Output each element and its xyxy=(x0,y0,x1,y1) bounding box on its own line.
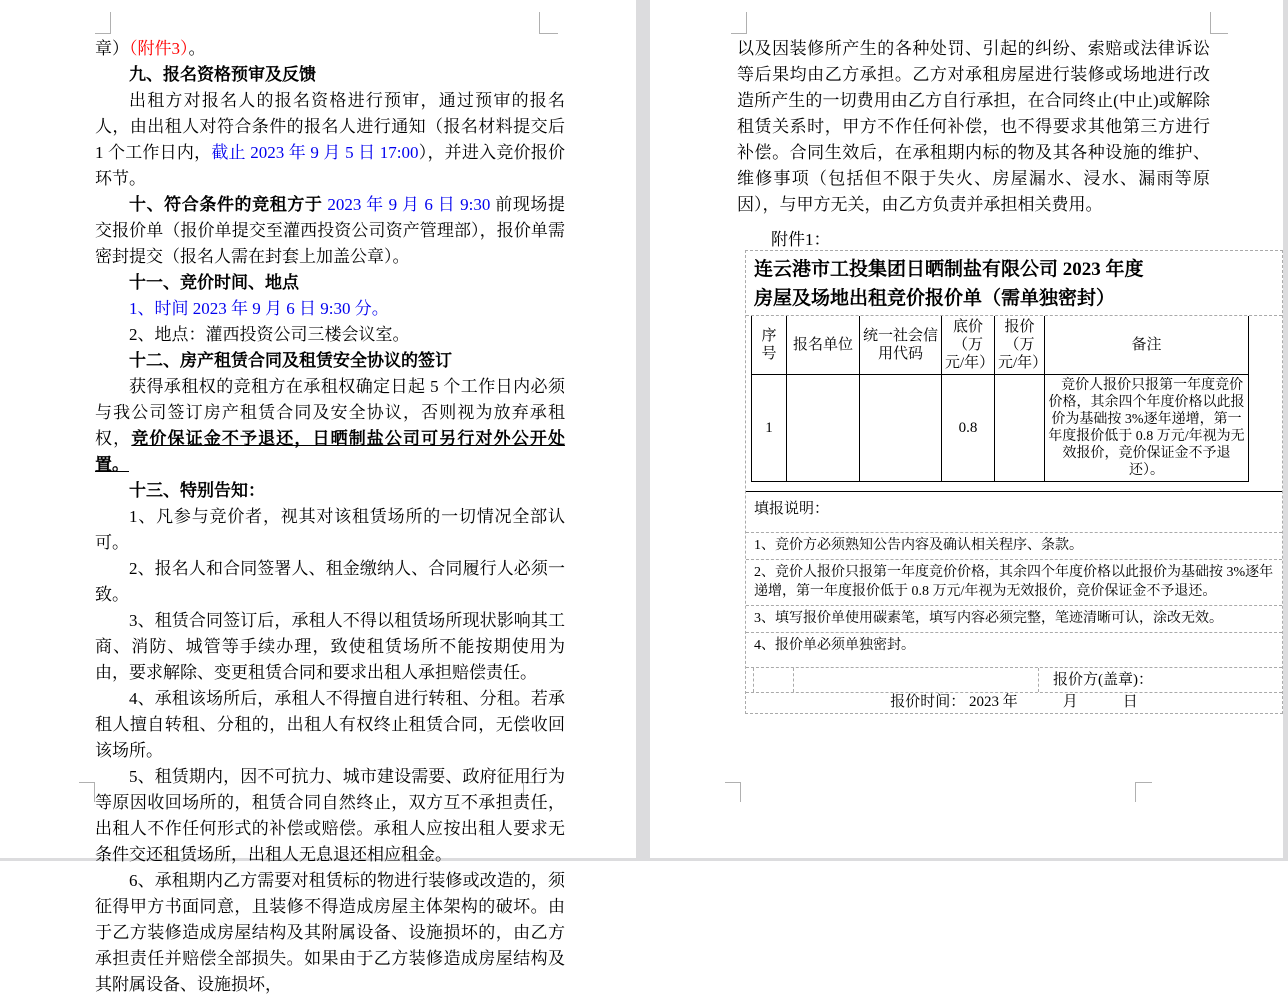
text-run: 十二、房产租赁合同及租赁安全协议的签订 xyxy=(129,351,452,370)
empty-cell xyxy=(794,668,1039,692)
fill-instructions-title: 填报说明： xyxy=(746,491,1282,532)
text-run: 6、承租期内乙方需要对租赁标的物进行装修或改造的，须征得甲方书面同意，且装修不得造成房屋主体架构的破坏。由于乙方装修造成房屋结构及其附属设备、设施损坏的，由乙方承担责任并赔偿全部损失。如果由于乙方装修造成房屋结构及其附属设备、设施损坏， xyxy=(95,871,565,994)
paragraph xyxy=(737,36,1210,218)
quotation-table xyxy=(751,316,1249,482)
paragraph xyxy=(95,36,565,62)
paragraph xyxy=(95,478,565,504)
page-edge-right xyxy=(1283,0,1288,861)
text-run: 章） xyxy=(95,39,129,58)
table-row xyxy=(752,375,1249,482)
cell-base-price: 0.8 xyxy=(942,375,995,482)
paragraph xyxy=(95,374,565,478)
header-unit: 报名单位 xyxy=(787,316,860,375)
text-run: 十一、竞价时间、地点 xyxy=(129,273,299,292)
paragraph xyxy=(95,764,565,868)
header-remark: 备注 xyxy=(1045,316,1249,375)
fill-instruction-item: 3、填写报价单使用碳素笔，填写内容必须完整，笔迹清晰可认，涂改无效。 xyxy=(746,605,1282,632)
text-run: （附件3） xyxy=(129,39,189,58)
text-run: 十、符合条件的竞租方于 xyxy=(129,195,323,214)
text-run: ），并进入竞价报价环节。 xyxy=(95,143,566,188)
text-run: 。 xyxy=(188,39,206,58)
margin-crop-mark xyxy=(1210,12,1228,34)
signer-label: 报价方(盖章)： xyxy=(1053,672,1153,688)
paragraph xyxy=(95,88,565,192)
quotation-form-title xyxy=(746,251,1282,316)
paragraph xyxy=(95,868,565,998)
paragraph xyxy=(95,608,565,686)
text-run: 5、租赁期内，因不可抗力、城市建设需要、政府征用行为等原因收回场所的，租赁合同自然终止，双方互不承担责任，出租人不作任何形式的补偿或赔偿。承租人应按出租人要求无条件交还租赁场所，出租人无息退还相应租金。 xyxy=(95,767,565,864)
empty-cell xyxy=(746,668,754,692)
paragraph xyxy=(95,556,565,608)
left-page-text xyxy=(95,36,565,998)
paragraph xyxy=(95,62,565,88)
margin-crop-mark xyxy=(731,12,747,34)
text-run: 2、地点：灌西投资公司三楼会议室。 xyxy=(129,325,410,344)
margin-crop-mark xyxy=(95,12,111,34)
cell-quote xyxy=(995,375,1045,482)
margin-crop-mark xyxy=(1135,782,1152,802)
paragraph xyxy=(95,348,565,374)
quote-date-row: 报价时间： 2023 年 月 日 xyxy=(746,692,1282,713)
text-run: 竞价保证金不予退还，日晒制盐公司可另行对外公开处置。 xyxy=(95,429,566,474)
paragraph xyxy=(95,322,565,348)
spacer xyxy=(746,482,1282,491)
header-credit-code: 统一社会信用代码 xyxy=(860,316,942,375)
text-run: 2023 年 9 月 6 日 9:30 xyxy=(322,195,496,214)
fill-instruction-item: 4、报价单必须单独密封。 xyxy=(746,632,1282,667)
text-run: 附件1： xyxy=(771,230,831,249)
text-run: 2、报名人和合同签署人、租金缴纳人、合同履行人必须一致。 xyxy=(95,559,565,604)
cell-credit-code xyxy=(860,375,942,482)
paragraph xyxy=(95,504,565,556)
right-page-text xyxy=(737,36,1210,253)
text-run: 3、租赁合同签订后，承租人不得以租赁场所现状影响其工商、消防、城管等手续办理，致使租赁场所不能按期使用为由，要求解除、变更租赁合同和要求出租人承担赔偿责任。 xyxy=(95,611,565,682)
paragraph xyxy=(95,270,565,296)
text-run: 截止 2023 年 9 月 5 日 17:00 xyxy=(211,143,419,162)
paragraph xyxy=(95,192,565,270)
margin-crop-mark xyxy=(539,12,558,34)
paragraph xyxy=(95,686,565,764)
fill-instruction-item: 1、竞价方必须熟知公告内容及确认相关程序、条款。 xyxy=(746,532,1282,559)
text-run: 出租方对报名人的报名资格进行预审，通过预审的报名人，由出租人对符合条件的报名人进行通知（报名材料提交后 1 个工作日内， xyxy=(95,91,565,162)
cell-remark: 竞价人报价只报第一年度竞价价格，其余四个年度价格以此报价为基础按 3%逐年递增，第一年度报价低于 0.8 万元/年视为无效报价，竞价保证金不予退还）。 xyxy=(1045,375,1249,482)
cell-unit xyxy=(787,375,860,482)
form-title-line1: 连云港市工投集团日晒制盐有限公司 2023 年度 xyxy=(754,259,1144,280)
fill-instruction-item: 2、竞价人报价只报第一年度竞价价格，其余四个年度价格以此报价为基础按 3%逐年递增，第一年度报价低于 0.8 万元/年视为无效报价，竞价保证金不予退还。 xyxy=(746,559,1282,605)
paragraph xyxy=(95,296,565,322)
text-run: 获得承租权的竞租方在承租权确定日起 5 个工作日内必须与我公司签订房产租赁合同及安全协议，否则视为放弃承租权， xyxy=(95,377,565,448)
quotation-form xyxy=(745,250,1283,714)
text-run: 十三、特别告知： xyxy=(129,481,265,500)
header-base-price: 底价（万元/年） xyxy=(942,316,995,375)
margin-crop-mark xyxy=(79,782,95,802)
header-quote: 报价（万元/年） xyxy=(995,316,1045,375)
text-run: 前现场提交报价单（报价单提交至灌西投资公司资产管理部），报价单需密封提交（报名人需在封套上加盖公章）。 xyxy=(95,195,566,266)
margin-crop-mark xyxy=(725,782,741,802)
signer-row xyxy=(746,667,1282,692)
empty-cell xyxy=(754,668,794,692)
header-seq: 序号 xyxy=(752,316,787,375)
text-run: 以及因装修所产生的各种处罚、引起的纠纷、索赔或法律诉讼等后果均由乙方承担。乙方对承租房屋进行装修或场地进行改造所产生的一切费用由乙方自行承担，在合同终止(中止)或解除租赁关系时，甲方不作任何补偿，也不得要求其他第三方进行补偿。合同生效后，在承租期内标的物及其各种设施的维护、维修事项（包括但不限于失火、房屋漏水、浸水、漏雨等原因），与甲方无关，由乙方负责并承担相关费用。 xyxy=(737,39,1210,214)
text-run: 1、时间 2023 年 9 月 6 日 9:30 分。 xyxy=(129,299,389,318)
table-header-row xyxy=(752,316,1249,375)
form-title-line2: 房屋及场地出租竞价报价单（需单独密封） xyxy=(754,288,1116,309)
text-run: 1、凡参与竞价者，视其对该租赁场所的一切情况全部认可。 xyxy=(95,507,565,552)
page-gutter xyxy=(636,0,650,861)
cell-seq: 1 xyxy=(752,375,787,482)
text-run: 九、报名资格预审及反馈 xyxy=(129,65,316,84)
text-run: 4、承租该场所后，承租人不得擅自进行转租、分租。若承租人擅自转租、分租的，出租人有权终止租赁合同，无偿收回该场所。 xyxy=(95,689,565,760)
